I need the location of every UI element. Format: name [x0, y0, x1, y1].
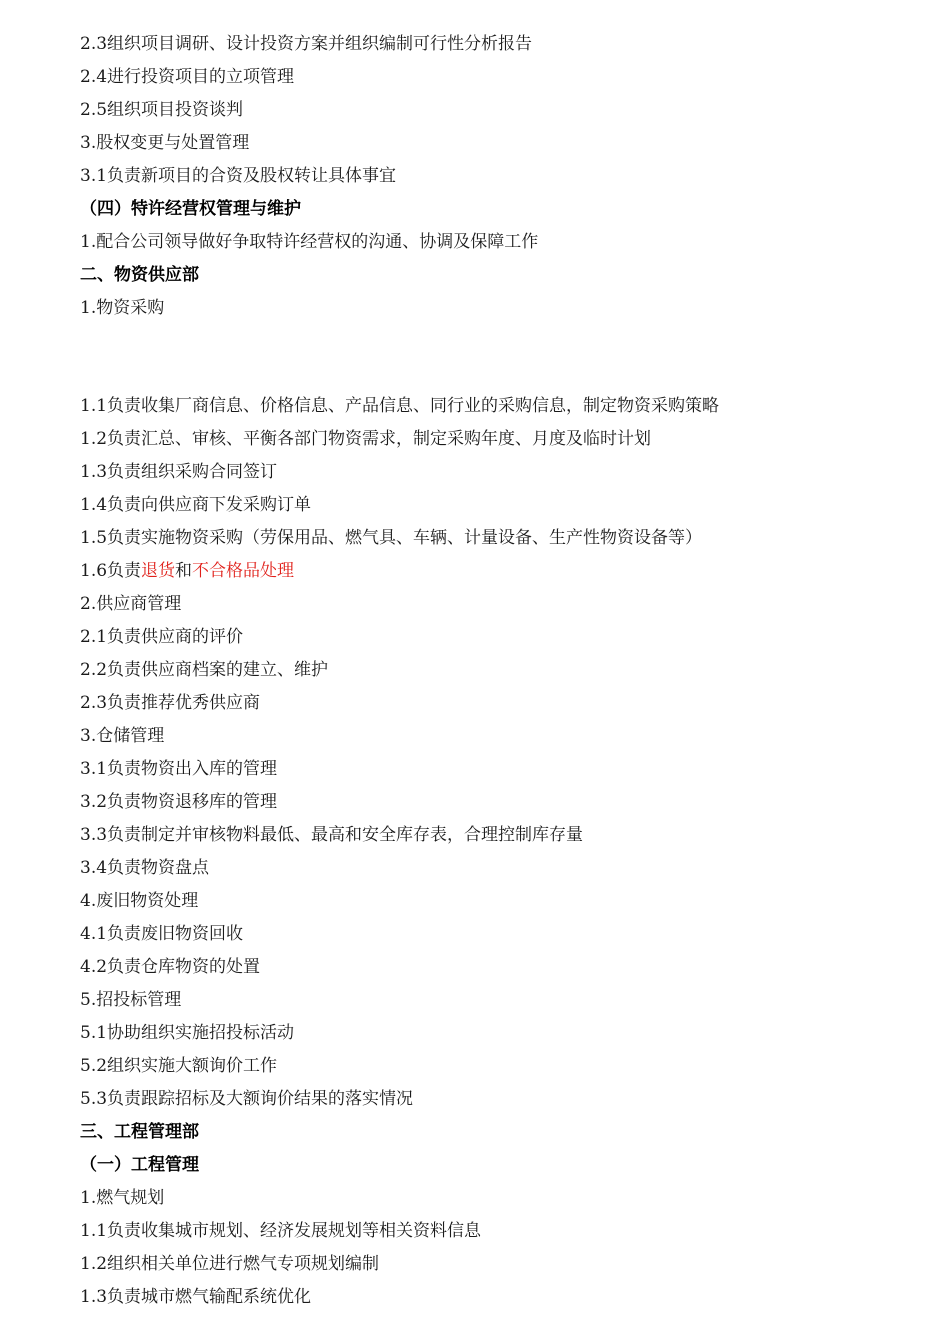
line-2-3: 2.3组织项目调研、设计投资方案并组织编制可行性分析报告	[80, 34, 533, 54]
line-2-1: 2.1负责供应商的评价	[80, 627, 244, 647]
line-franchise-1: 1.配合公司领导做好争取特许经营权的沟通、协调及保障工作	[80, 232, 539, 252]
line-1-5: 1.5负责实施物资采购（劳保用品、燃气具、车辆、计量设备、生产性物资设备等）	[80, 528, 703, 548]
line-1-6	[80, 560, 294, 582]
line-3-2: 3.2负责物资退移库的管理	[80, 792, 278, 812]
line-3-4: 3.4负责物资盘点	[80, 858, 210, 878]
line-bidding: 5.招投标管理	[80, 990, 182, 1010]
line-supplier-mgmt: 2.供应商管理	[80, 594, 182, 614]
line-1-3: 1.3负责组织采购合同签订	[80, 462, 278, 482]
section-heading-engineering: （一）工程管理	[80, 1155, 199, 1175]
line-3: 3.股权变更与处置管理	[80, 133, 250, 153]
highlight-returns: 退货	[141, 561, 176, 581]
line-2-2: 2.2负责供应商档案的建立、维护	[80, 660, 329, 680]
line-1-6-prefix: 1.6负责	[80, 561, 142, 581]
line-1-1: 1.1负责收集厂商信息、价格信息、产品信息、同行业的采购信息，制定物资采购策略	[80, 396, 720, 416]
line-3-1b: 3.1负责物资出入库的管理	[80, 759, 278, 779]
section-heading-4: （四）特许经营权管理与维护	[80, 199, 301, 219]
line-2-3b: 2.3负责推荐优秀供应商	[80, 693, 261, 713]
line-4-2: 4.2负责仓库物资的处置	[80, 957, 261, 977]
line-gas-planning: 1.燃气规划	[80, 1188, 165, 1208]
line-1-3b: 1.3负责城市燃气输配系统优化	[80, 1287, 312, 1307]
line-5-1: 5.1协助组织实施招投标活动	[80, 1023, 295, 1043]
line-1-2: 1.2负责汇总、审核、平衡各部门物资需求，制定采购年度、月度及临时计划	[80, 429, 652, 449]
line-4-1: 4.1负责废旧物资回收	[80, 924, 244, 944]
department-heading-materials: 二、物资供应部	[80, 265, 199, 285]
line-scrap: 4.废旧物资处理	[80, 891, 199, 911]
line-5-2: 5.2组织实施大额询价工作	[80, 1056, 278, 1076]
line-1-1b: 1.1负责收集城市规划、经济发展规划等相关资料信息	[80, 1221, 482, 1241]
line-1-6-connector: 和	[175, 561, 193, 581]
line-1-4: 1.4负责向供应商下发采购订单	[80, 495, 312, 515]
line-procurement: 1.物资采购	[80, 298, 165, 318]
line-3-1: 3.1负责新项目的合资及股权转让具体事宜	[80, 166, 397, 186]
line-warehouse: 3.仓储管理	[80, 726, 165, 746]
line-1-2b: 1.2组织相关单位进行燃气专项规划编制	[80, 1254, 380, 1274]
line-2-5: 2.5组织项目投资谈判	[80, 100, 244, 120]
highlight-nonconforming: 不合格品处理	[192, 561, 295, 581]
line-2-4: 2.4进行投资项目的立项管理	[80, 67, 295, 87]
line-3-3: 3.3负责制定并审核物料最低、最高和安全库存表，合理控制库存量	[80, 825, 584, 845]
department-heading-engineering: 三、工程管理部	[80, 1122, 199, 1142]
line-5-3: 5.3负责跟踪招标及大额询价结果的落实情况	[80, 1089, 414, 1109]
